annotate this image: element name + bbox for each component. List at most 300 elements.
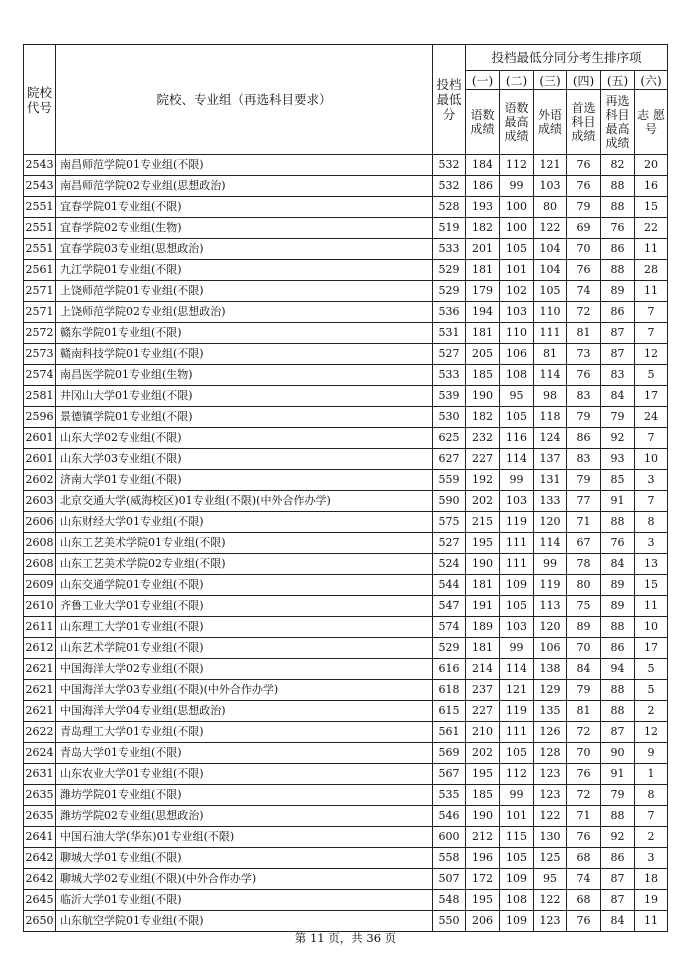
cell-elective-max: 87 — [601, 722, 635, 743]
cell-foreign-lang: 95 — [534, 869, 567, 890]
cell-preference-no: 11 — [635, 911, 668, 932]
cell-chinese-math: 186 — [466, 176, 500, 197]
table-row — [24, 218, 668, 239]
cell-name: 潍坊学院02专业组(思想政治) — [56, 806, 433, 827]
cell-primary-subject: 75 — [567, 596, 601, 617]
cell-primary-subject: 74 — [567, 281, 601, 302]
cell-min-score: 574 — [433, 617, 466, 638]
cell-elective-max: 83 — [601, 365, 635, 386]
cell-preference-no: 10 — [635, 617, 668, 638]
cell-primary-subject: 83 — [567, 386, 601, 407]
cell-code: 2608 — [24, 554, 56, 575]
cell-primary-subject: 76 — [567, 911, 601, 932]
cell-primary-subject: 68 — [567, 890, 601, 911]
cell-foreign-lang: 114 — [534, 533, 567, 554]
cell-preference-no: 11 — [635, 596, 668, 617]
cell-primary-subject: 76 — [567, 260, 601, 281]
table-row — [24, 176, 668, 197]
cell-code: 2612 — [24, 638, 56, 659]
cell-chinese-math-max: 110 — [500, 323, 534, 344]
cell-chinese-math: 194 — [466, 302, 500, 323]
cell-preference-no: 5 — [635, 680, 668, 701]
cell-elective-max: 76 — [601, 218, 635, 239]
cell-chinese-math: 227 — [466, 449, 500, 470]
cell-chinese-math: 181 — [466, 575, 500, 596]
table-row — [24, 239, 668, 260]
cell-min-score: 546 — [433, 806, 466, 827]
cell-primary-subject: 76 — [567, 365, 601, 386]
cell-name: 济南大学01专业组(不限) — [56, 470, 433, 491]
cell-elective-max: 93 — [601, 449, 635, 470]
table-row — [24, 197, 668, 218]
cell-name: 宜春学院01专业组(不限) — [56, 197, 433, 218]
cell-code: 2631 — [24, 764, 56, 785]
table-row — [24, 596, 668, 617]
cell-preference-no: 2 — [635, 701, 668, 722]
cell-name: 中国海洋大学03专业组(不限)(中外合作办学) — [56, 680, 433, 701]
cell-foreign-lang: 125 — [534, 848, 567, 869]
cell-foreign-lang: 138 — [534, 659, 567, 680]
cell-primary-subject: 81 — [567, 323, 601, 344]
cell-code: 2603 — [24, 491, 56, 512]
cell-code: 2641 — [24, 827, 56, 848]
cell-min-score: 529 — [433, 281, 466, 302]
cell-preference-no: 8 — [635, 785, 668, 806]
cell-min-score: 531 — [433, 323, 466, 344]
cell-name: 山东农业大学01专业组(不限) — [56, 764, 433, 785]
cell-elective-max: 86 — [601, 848, 635, 869]
header-sub-label: 外语 成绩 — [534, 90, 567, 155]
cell-elective-max: 92 — [601, 827, 635, 848]
cell-chinese-math: 189 — [466, 617, 500, 638]
cell-chinese-math-max: 99 — [500, 638, 534, 659]
cell-name: 山东工艺美术学院02专业组(不限) — [56, 554, 433, 575]
cell-min-score: 532 — [433, 176, 466, 197]
cell-chinese-math-max: 99 — [500, 176, 534, 197]
cell-preference-no: 10 — [635, 449, 668, 470]
cell-name: 临沂大学01专业组(不限) — [56, 890, 433, 911]
cell-elective-max: 87 — [601, 323, 635, 344]
cell-primary-subject: 78 — [567, 554, 601, 575]
cell-elective-max: 86 — [601, 638, 635, 659]
table-row — [24, 617, 668, 638]
cell-elective-max: 85 — [601, 470, 635, 491]
cell-primary-subject: 79 — [567, 197, 601, 218]
cell-min-score: 600 — [433, 827, 466, 848]
cell-chinese-math: 201 — [466, 239, 500, 260]
table-row — [24, 428, 668, 449]
cell-primary-subject: 70 — [567, 743, 601, 764]
cell-min-score: 529 — [433, 260, 466, 281]
cell-name: 聊城大学02专业组(不限)(中外合作办学) — [56, 869, 433, 890]
cell-chinese-math-max: 95 — [500, 386, 534, 407]
cell-foreign-lang: 99 — [534, 554, 567, 575]
cell-min-score: 524 — [433, 554, 466, 575]
cell-chinese-math: 184 — [466, 155, 500, 176]
cell-min-score: 558 — [433, 848, 466, 869]
cell-elective-max: 87 — [601, 869, 635, 890]
cell-chinese-math: 196 — [466, 848, 500, 869]
cell-code: 2551 — [24, 218, 56, 239]
cell-chinese-math: 191 — [466, 596, 500, 617]
cell-min-score: 529 — [433, 638, 466, 659]
cell-code: 2609 — [24, 575, 56, 596]
cell-name: 赣东学院01专业组(不限) — [56, 323, 433, 344]
cell-min-score: 527 — [433, 344, 466, 365]
cell-chinese-math-max: 100 — [500, 197, 534, 218]
cell-foreign-lang: 106 — [534, 638, 567, 659]
header-sort-group: 投档最低分同分考生排序项 — [466, 45, 668, 71]
cell-min-score: 569 — [433, 743, 466, 764]
header-sub-num: (二) — [500, 71, 534, 90]
cell-chinese-math: 185 — [466, 365, 500, 386]
table-row — [24, 344, 668, 365]
cell-preference-no: 7 — [635, 491, 668, 512]
cell-preference-no: 11 — [635, 239, 668, 260]
cell-primary-subject: 70 — [567, 239, 601, 260]
cell-preference-no: 3 — [635, 848, 668, 869]
cell-min-score: 548 — [433, 890, 466, 911]
table-row — [24, 680, 668, 701]
cell-name: 上饶师范学院02专业组(思想政治) — [56, 302, 433, 323]
cell-code: 2601 — [24, 428, 56, 449]
cell-name: 中国海洋大学02专业组(不限) — [56, 659, 433, 680]
cell-name: 聊城大学01专业组(不限) — [56, 848, 433, 869]
cell-primary-subject: 76 — [567, 155, 601, 176]
table-row — [24, 869, 668, 890]
cell-chinese-math-max: 105 — [500, 239, 534, 260]
cell-elective-max: 79 — [601, 407, 635, 428]
page-footer: 第 11 页，共 36 页 — [294, 931, 397, 945]
cell-foreign-lang: 114 — [534, 365, 567, 386]
cell-primary-subject: 71 — [567, 512, 601, 533]
cell-elective-max: 87 — [601, 890, 635, 911]
cell-code: 2561 — [24, 260, 56, 281]
cell-elective-max: 88 — [601, 176, 635, 197]
cell-name: 北京交通大学(威海校区)01专业组(不限)(中外合作办学) — [56, 491, 433, 512]
cell-chinese-math-max: 112 — [500, 764, 534, 785]
cell-primary-subject: 70 — [567, 638, 601, 659]
cell-min-score: 627 — [433, 449, 466, 470]
cell-chinese-math-max: 99 — [500, 785, 534, 806]
cell-chinese-math: 202 — [466, 743, 500, 764]
cell-chinese-math-max: 109 — [500, 575, 534, 596]
cell-chinese-math-max: 115 — [500, 827, 534, 848]
table-row — [24, 890, 668, 911]
cell-code: 2635 — [24, 806, 56, 827]
cell-primary-subject: 72 — [567, 302, 601, 323]
cell-chinese-math-max: 105 — [500, 596, 534, 617]
cell-primary-subject: 86 — [567, 428, 601, 449]
cell-code: 2573 — [24, 344, 56, 365]
cell-foreign-lang: 98 — [534, 386, 567, 407]
cell-chinese-math-max: 105 — [500, 848, 534, 869]
table-row — [24, 911, 668, 932]
cell-min-score: 561 — [433, 722, 466, 743]
table-row — [24, 764, 668, 785]
cell-name: 山东艺术学院01专业组(不限) — [56, 638, 433, 659]
cell-code: 2621 — [24, 659, 56, 680]
cell-chinese-math: 190 — [466, 386, 500, 407]
cell-chinese-math: 214 — [466, 659, 500, 680]
cell-code: 2596 — [24, 407, 56, 428]
cell-chinese-math-max: 119 — [500, 701, 534, 722]
cell-elective-max: 88 — [601, 701, 635, 722]
cell-primary-subject: 72 — [567, 785, 601, 806]
cell-name: 南昌师范学院01专业组(不限) — [56, 155, 433, 176]
cell-chinese-math-max: 105 — [500, 407, 534, 428]
table-body — [24, 155, 668, 932]
cell-chinese-math-max: 103 — [500, 302, 534, 323]
cell-chinese-math: 215 — [466, 512, 500, 533]
cell-name: 山东财经大学01专业组(不限) — [56, 512, 433, 533]
cell-chinese-math-max: 119 — [500, 512, 534, 533]
cell-primary-subject: 73 — [567, 344, 601, 365]
header-sub-num: (六) — [635, 71, 668, 90]
table-row — [24, 722, 668, 743]
table-row — [24, 638, 668, 659]
cell-code: 2543 — [24, 176, 56, 197]
cell-primary-subject: 89 — [567, 617, 601, 638]
cell-foreign-lang: 122 — [534, 806, 567, 827]
cell-min-score: 616 — [433, 659, 466, 680]
cell-elective-max: 76 — [601, 533, 635, 554]
cell-elective-max: 91 — [601, 491, 635, 512]
cell-foreign-lang: 105 — [534, 281, 567, 302]
cell-chinese-math: 192 — [466, 470, 500, 491]
cell-min-score: 528 — [433, 197, 466, 218]
cell-chinese-math-max: 103 — [500, 617, 534, 638]
table-row — [24, 260, 668, 281]
cell-min-score: 527 — [433, 533, 466, 554]
table-row — [24, 386, 668, 407]
cell-chinese-math: 179 — [466, 281, 500, 302]
cell-chinese-math-max: 114 — [500, 659, 534, 680]
table-row — [24, 575, 668, 596]
cell-chinese-math: 193 — [466, 197, 500, 218]
cell-preference-no: 7 — [635, 428, 668, 449]
cell-elective-max: 88 — [601, 197, 635, 218]
cell-elective-max: 82 — [601, 155, 635, 176]
cell-code: 2601 — [24, 449, 56, 470]
cell-chinese-math: 190 — [466, 554, 500, 575]
cell-primary-subject: 76 — [567, 176, 601, 197]
cell-min-score: 590 — [433, 491, 466, 512]
cell-chinese-math: 195 — [466, 764, 500, 785]
cell-foreign-lang: 80 — [534, 197, 567, 218]
cell-elective-max: 87 — [601, 344, 635, 365]
cell-chinese-math-max: 103 — [500, 491, 534, 512]
cell-code: 2621 — [24, 701, 56, 722]
cell-preference-no: 8 — [635, 512, 668, 533]
cell-min-score: 615 — [433, 701, 466, 722]
cell-primary-subject: 79 — [567, 470, 601, 491]
cell-name: 齐鲁工业大学01专业组(不限) — [56, 596, 433, 617]
cell-chinese-math-max: 121 — [500, 680, 534, 701]
cell-elective-max: 92 — [601, 428, 635, 449]
cell-chinese-math: 185 — [466, 785, 500, 806]
cell-foreign-lang: 130 — [534, 827, 567, 848]
table-row — [24, 512, 668, 533]
cell-foreign-lang: 104 — [534, 239, 567, 260]
cell-primary-subject: 72 — [567, 722, 601, 743]
table-row — [24, 155, 668, 176]
cell-code: 2551 — [24, 239, 56, 260]
cell-name: 山东工艺美术学院01专业组(不限) — [56, 533, 433, 554]
cell-min-score: 625 — [433, 428, 466, 449]
cell-min-score: 567 — [433, 764, 466, 785]
cell-min-score: 618 — [433, 680, 466, 701]
cell-primary-subject: 76 — [567, 764, 601, 785]
cell-elective-max: 89 — [601, 281, 635, 302]
cell-foreign-lang: 118 — [534, 407, 567, 428]
cell-preference-no: 1 — [635, 764, 668, 785]
cell-elective-max: 94 — [601, 659, 635, 680]
cell-foreign-lang: 104 — [534, 260, 567, 281]
cell-code: 2610 — [24, 596, 56, 617]
cell-foreign-lang: 137 — [534, 449, 567, 470]
cell-preference-no: 15 — [635, 197, 668, 218]
cell-foreign-lang: 111 — [534, 323, 567, 344]
cell-chinese-math-max: 108 — [500, 365, 534, 386]
cell-chinese-math-max: 116 — [500, 428, 534, 449]
cell-min-score: 530 — [433, 407, 466, 428]
header-name: 院校、专业组（再选科目要求） — [56, 45, 433, 155]
cell-code: 2571 — [24, 281, 56, 302]
header-sub-num: (三) — [534, 71, 567, 90]
cell-preference-no: 12 — [635, 344, 668, 365]
cell-chinese-math: 182 — [466, 218, 500, 239]
cell-name: 潍坊学院01专业组(不限) — [56, 785, 433, 806]
cell-preference-no: 24 — [635, 407, 668, 428]
table-row — [24, 659, 668, 680]
cell-primary-subject: 80 — [567, 575, 601, 596]
cell-name: 上饶师范学院01专业组(不限) — [56, 281, 433, 302]
cell-name: 山东航空学院01专业组(不限) — [56, 911, 433, 932]
header-sub-num: (一) — [466, 71, 500, 90]
cell-preference-no: 16 — [635, 176, 668, 197]
header-sub-num: (五) — [601, 71, 635, 90]
cell-foreign-lang: 119 — [534, 575, 567, 596]
cell-chinese-math-max: 102 — [500, 281, 534, 302]
cell-name: 宜春学院02专业组(生物) — [56, 218, 433, 239]
cell-preference-no: 22 — [635, 218, 668, 239]
table-row — [24, 302, 668, 323]
cell-name: 南昌师范学院02专业组(思想政治) — [56, 176, 433, 197]
cell-code: 2611 — [24, 617, 56, 638]
cell-code: 2572 — [24, 323, 56, 344]
cell-elective-max: 88 — [601, 617, 635, 638]
cell-name: 南昌医学院01专业组(生物) — [56, 365, 433, 386]
cell-chinese-math: 232 — [466, 428, 500, 449]
cell-elective-max: 89 — [601, 596, 635, 617]
cell-foreign-lang: 131 — [534, 470, 567, 491]
cell-primary-subject: 69 — [567, 218, 601, 239]
cell-chinese-math: 212 — [466, 827, 500, 848]
cell-primary-subject: 67 — [567, 533, 601, 554]
cell-primary-subject: 76 — [567, 827, 601, 848]
cell-name: 青岛大学01专业组(不限) — [56, 743, 433, 764]
cell-min-score: 532 — [433, 155, 466, 176]
cell-foreign-lang: 126 — [534, 722, 567, 743]
cell-chinese-math-max: 101 — [500, 806, 534, 827]
cell-chinese-math: 190 — [466, 806, 500, 827]
cell-foreign-lang: 120 — [534, 617, 567, 638]
cell-min-score: 519 — [433, 218, 466, 239]
cell-elective-max: 89 — [601, 575, 635, 596]
cell-min-score: 547 — [433, 596, 466, 617]
table-row — [24, 449, 668, 470]
cell-elective-max: 84 — [601, 554, 635, 575]
cell-preference-no: 28 — [635, 260, 668, 281]
cell-min-score: 507 — [433, 869, 466, 890]
cell-min-score: 539 — [433, 386, 466, 407]
table-row — [24, 281, 668, 302]
header-sub-label: 语数 最高 成绩 — [500, 90, 534, 155]
cell-elective-max: 84 — [601, 911, 635, 932]
cell-code: 2635 — [24, 785, 56, 806]
cell-chinese-math: 195 — [466, 533, 500, 554]
cell-min-score: 533 — [433, 239, 466, 260]
cell-min-score: 533 — [433, 365, 466, 386]
cell-primary-subject: 68 — [567, 848, 601, 869]
cell-chinese-math: 227 — [466, 701, 500, 722]
cell-code: 2608 — [24, 533, 56, 554]
cell-code: 2621 — [24, 680, 56, 701]
cell-foreign-lang: 124 — [534, 428, 567, 449]
cell-chinese-math-max: 101 — [500, 260, 534, 281]
cell-code: 2581 — [24, 386, 56, 407]
cell-preference-no: 17 — [635, 638, 668, 659]
table-row — [24, 806, 668, 827]
cell-min-score: 575 — [433, 512, 466, 533]
cell-name: 中国石油大学(华东)01专业组(不限) — [56, 827, 433, 848]
cell-foreign-lang: 123 — [534, 785, 567, 806]
cell-primary-subject: 77 — [567, 491, 601, 512]
cell-foreign-lang: 123 — [534, 764, 567, 785]
header-code: 院校 代号 — [24, 45, 56, 155]
cell-primary-subject: 71 — [567, 806, 601, 827]
cell-preference-no: 12 — [635, 722, 668, 743]
cell-chinese-math-max: 114 — [500, 449, 534, 470]
cell-chinese-math: 202 — [466, 491, 500, 512]
cell-elective-max: 86 — [601, 239, 635, 260]
cell-name: 青岛理工大学01专业组(不限) — [56, 722, 433, 743]
cell-elective-max: 86 — [601, 302, 635, 323]
table-row — [24, 701, 668, 722]
cell-code: 2571 — [24, 302, 56, 323]
cell-elective-max: 91 — [601, 764, 635, 785]
cell-code: 2622 — [24, 722, 56, 743]
cell-preference-no: 7 — [635, 302, 668, 323]
cell-name: 九江学院01专业组(不限) — [56, 260, 433, 281]
cell-chinese-math-max: 100 — [500, 218, 534, 239]
cell-elective-max: 90 — [601, 743, 635, 764]
cell-chinese-math: 237 — [466, 680, 500, 701]
table-row — [24, 470, 668, 491]
cell-chinese-math: 205 — [466, 344, 500, 365]
cell-code: 2551 — [24, 197, 56, 218]
cell-preference-no: 5 — [635, 365, 668, 386]
cell-foreign-lang: 135 — [534, 701, 567, 722]
cell-code: 2642 — [24, 869, 56, 890]
cell-preference-no: 5 — [635, 659, 668, 680]
cell-foreign-lang: 122 — [534, 218, 567, 239]
table-row — [24, 407, 668, 428]
cell-chinese-math-max: 109 — [500, 869, 534, 890]
cell-code: 2642 — [24, 848, 56, 869]
cell-foreign-lang: 129 — [534, 680, 567, 701]
